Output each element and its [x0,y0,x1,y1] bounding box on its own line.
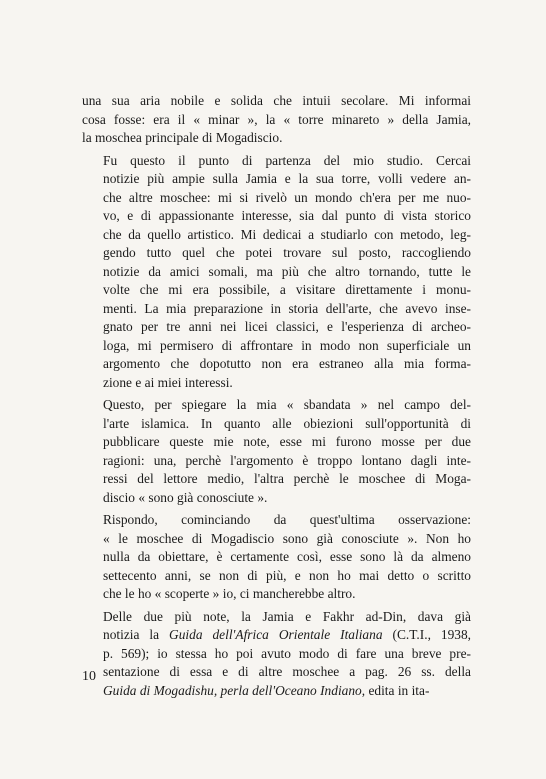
text-line: notizia la Guida dell'Africa Orientale Italiana (C.T.I., 1938, [103,627,472,642]
text-line: ragioni: una, perchè l'argomento è troppo lontano dagli inte- [103,452,471,468]
paragraph [82,511,471,604]
text-line: menti. La mia preparazione in storia dell'arte, che avevo inse- [103,300,471,316]
text-line: Questo, per spiegare la mia « sbandata » nel campo del- [103,397,471,412]
paragraph [82,92,471,148]
paragraph [82,396,471,507]
text-line: p. 569); io stessa ho poi avuto modo di fare una breve pre- [103,645,471,661]
text-line: zione e ai miei interessi. [103,374,233,390]
text-line: la moschea principale di Mogadiscio. [82,130,283,145]
text-line: sentazione di essa e di altre moschee a pag. 26 ss. della [103,664,471,679]
text-line: gendo tutto quel che potei trovare sul posto, raccogliendo [103,245,471,260]
text-line: Rispondo, cominciando da quest'ultima osservazione: [103,512,471,527]
text-line: notizie più ampie sulla Jamia e la sua torre, volli vedere an- [103,171,471,186]
text-line: « le moschee di Mogadiscio sono già conosciute ». Non ho [103,530,471,546]
text-line: Delle due più note, la Jamia e Fakhr ad-Din, dava già [103,608,471,624]
text-line: gnato per tre anni nei licei classici, e l'esperienza di archeo- [103,319,471,334]
text-line: notizie da amici somali, ma più che altro tornando, tutte le [103,263,471,279]
italic-title: Guida dell'Africa Orientale Italiana [169,627,383,642]
text-line: volte che mi era possibile, a visitare direttamente i monu- [103,282,471,297]
text-line: discio « sono già conosciute ». [103,489,268,505]
text-line: nulla da obiettare, è certamente così, esse sono là da almeno [103,549,471,564]
text-line: ressi del lettore medio, l'altra perchè le moschee di Moga- [103,471,471,486]
text-line: l'arte islamica. In quanto alle obiezioni sull'opportunità di [103,415,471,431]
italic-title: Guida di Mogadishu, perla dell'Oceano Indiano [103,682,362,698]
text-line: che da quello artistico. Mi dedicai a studiarlo con metodo, leg- [103,226,471,242]
body-text [82,92,471,700]
paragraph [82,608,471,701]
text-line: una sua aria nobile e solida che intuii secolare. Mi informai [82,93,471,108]
text-line: loga, mi permisero di affrontare in modo non superficiale un [103,337,471,353]
text-line: che altre moschee: mi si rivelò un mondo ch'era per me nuo- [103,189,471,205]
text-line: argomento che dopotutto non era estraneo alla mia forma- [103,356,471,371]
text-line: cosa fosse: era il « minar », la « torre minareto » della Jamia, [82,111,471,127]
page-number: 10 [82,669,96,684]
text-line: che le ho « scoperte » io, ci mancherebbe altro. [103,586,356,601]
text-line: Fu questo il punto di partenza del mio studio. Cercai [103,152,471,168]
text-line: Guida di Mogadishu, perla dell'Oceano Indiano, edita in ita- [103,682,430,698]
paragraph [82,152,471,393]
text-line: pubblicare queste mie note, esse mi furono mosse per due [103,434,471,449]
text-line: vo, e di appassionante interesse, sia dal punto di vista storico [103,208,471,223]
text-line: settecento anni, se non di più, e non ho mai detto o scritto [103,567,471,583]
